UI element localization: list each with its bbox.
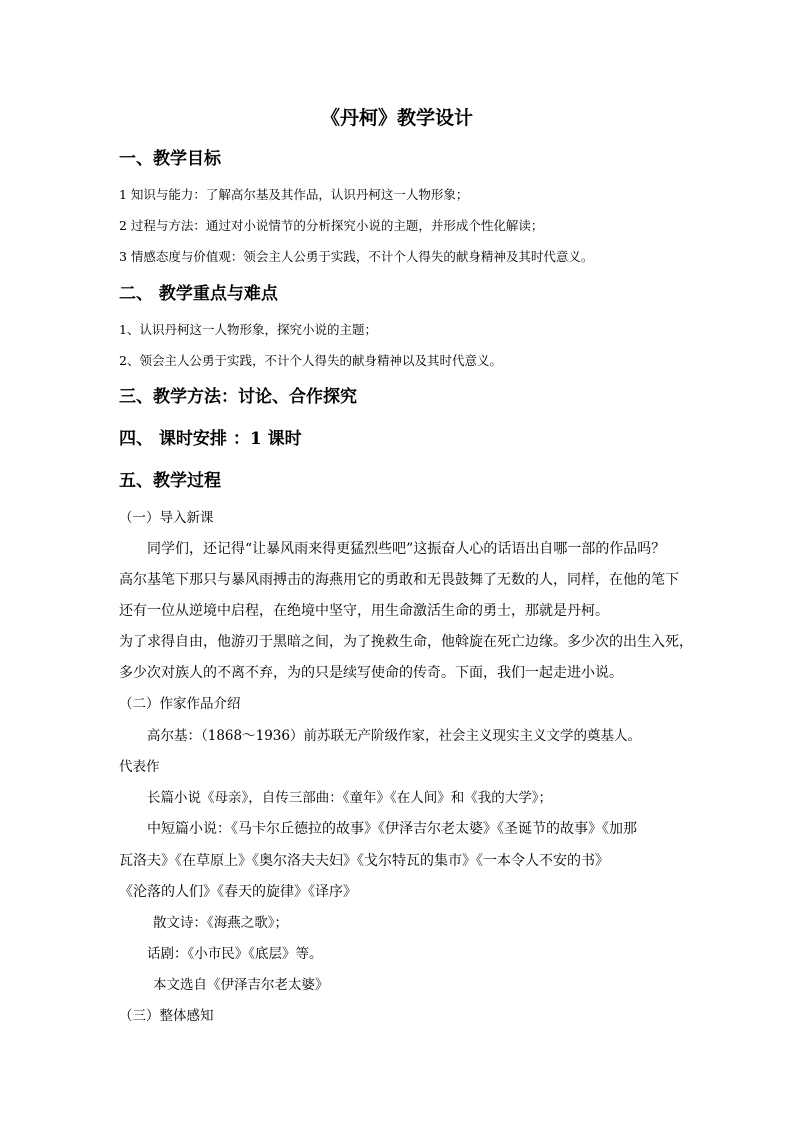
paragraph-line: 本文选自《伊泽吉尔老太婆》 — [153, 977, 329, 993]
paragraph-line: 多少次对族人的不离不弃，为的只是续写使命的传奇。下面，我们一起走进小说。 — [119, 665, 623, 681]
keypoint-item: 1、认识丹柯这一人物形象，探究小说的主题； — [119, 322, 377, 337]
objective-item: 1 知识与能力：了解高尔基及其作品，认识丹柯这一人物形象； — [119, 187, 469, 202]
objective-item: 3 情感态度与价值观：领会主人公勇于实践，不计个人得失的献身精神及其时代意义。 — [119, 249, 594, 264]
paragraph-line: 话剧：《小市民》《底层》等。 — [147, 946, 323, 962]
section-heading-objectives: 一、教学目标 — [119, 149, 221, 169]
keypoint-item: 2、领会主人公勇于实践，不计个人得失的献身精神以及其时代意义。 — [119, 353, 502, 368]
section-heading-methods: 三、教学方法：讨论、合作探究 — [119, 387, 357, 407]
objective-item: 2 过程与方法：通过对小说情节的分析探究小说的主题，并形成个性化解读； — [119, 218, 544, 233]
paragraph-line: 长篇小说《母亲》，自传三部曲：《童年》《在人间》和《我的大学》； — [147, 790, 552, 806]
section-heading-process: 五、教学过程 — [119, 471, 221, 491]
paragraph-line: 中短篇小说：《马卡尔丘德拉的故事》《伊泽吉尔老太婆》《圣诞节的故事》《加那 — [147, 821, 637, 837]
paragraph-line: 高尔基：（1868～1936）前苏联无产阶级作家，社会主义现实主义文学的奠基人。 — [147, 728, 641, 744]
section-heading-schedule: 四、 课时安排 ：1 课时 — [119, 429, 302, 449]
paragraph-line: 瓦洛夫》《在草原上》《奥尔洛夫夫妇》《戈尔特瓦的集市》《一本令人不安的书》 — [119, 853, 609, 869]
paragraph-line: 代表作 — [119, 759, 160, 775]
paragraph-line: 还有一位从逆境中启程，在绝境中坚守，用生命激活生命的勇士，那就是丹柯。 — [119, 603, 609, 619]
paragraph-line: 《沦落的人们》《春天的旋律》《译序》 — [119, 884, 357, 900]
document-title: 《丹柯》教学设计 — [320, 107, 473, 129]
paragraph-line: 为了求得自由，他游刃于黑暗之间，为了挽救生命，他斡旋在死亡边缘。多少次的出生入死， — [119, 634, 693, 650]
subsection-heading-author: （二）作家作品介绍 — [119, 696, 241, 712]
subsection-heading-overview: （三）整体感知 — [119, 1008, 214, 1024]
paragraph-line: 同学们，还记得“让暴风雨来得更猛烈些吧”这振奋人心的话语出自哪一部的作品吗？ — [147, 541, 666, 557]
paragraph-line: 高尔基笔下那只与暴风雨搏击的海燕用它的勇敢和无畏鼓舞了无数的人，同样，在他的笔下 — [119, 572, 679, 588]
subsection-heading-intro: （一）导入新课 — [119, 510, 214, 526]
paragraph-line: 散文诗：《海燕之歌》； — [153, 915, 288, 931]
section-heading-keypoints: 二、 教学重点与难点 — [119, 284, 278, 304]
